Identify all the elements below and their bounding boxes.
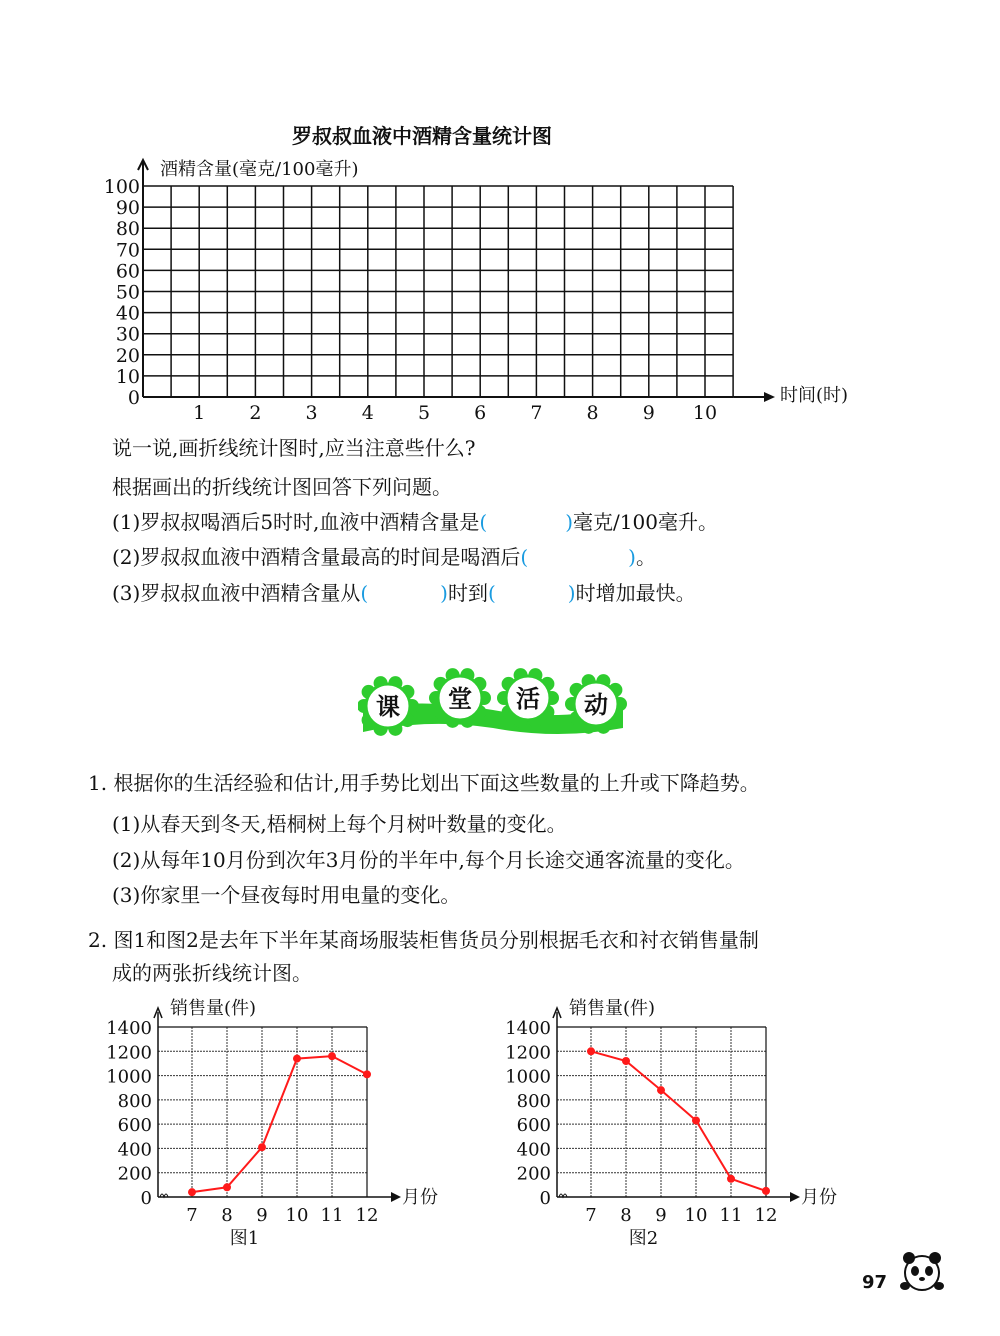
- panda-icon: [897, 1246, 947, 1296]
- y-tick-label: 800: [516, 1090, 551, 1112]
- y-tick-label: 0: [127, 387, 140, 409]
- activity-2-cont: 成的两张折线统计图。: [112, 961, 312, 985]
- q3-blank1-open: (: [360, 581, 369, 605]
- x-tick-label: 3: [305, 402, 318, 424]
- data-line: [591, 1051, 766, 1191]
- banner-char: 堂: [448, 684, 472, 713]
- data-point: [188, 1188, 196, 1196]
- y-tick-label: 30: [115, 323, 140, 346]
- main-chart-title: 罗叔叔血液中酒精含量统计图: [292, 124, 552, 148]
- y-tick-label: 1200: [505, 1042, 551, 1064]
- activity-2: 2. 图1和图2是去年下半年某商场服装柜售货员分别根据毛衣和衬衣销售量制: [88, 928, 759, 952]
- y-tick-label: 200: [117, 1163, 152, 1185]
- x-tick-label: 10: [684, 1205, 708, 1226]
- y-tick-label: 60: [115, 260, 140, 283]
- activity-1: 1. 根据你的生活经验和估计,用手势比划出下面这些数量的上升或下降趋势。: [88, 771, 760, 795]
- y-tick-label: 800: [117, 1090, 152, 1112]
- y-tick-label: 200: [516, 1163, 551, 1185]
- data-point: [223, 1183, 231, 1191]
- data-point: [622, 1057, 630, 1065]
- q2-blank-open: (: [520, 545, 529, 569]
- data-point: [328, 1052, 336, 1060]
- y-tick-label: 1400: [505, 1018, 551, 1039]
- y-tick-label: 1200: [106, 1042, 152, 1064]
- y-tick-label: 600: [516, 1115, 551, 1137]
- page-number: 97: [862, 1272, 888, 1293]
- x-tick-label: 8: [221, 1205, 233, 1226]
- q1-blank-close: ): [565, 510, 574, 534]
- x-tick-label: 11: [719, 1205, 743, 1226]
- data-point: [258, 1143, 266, 1151]
- y-tick-label: 80: [115, 218, 140, 241]
- y-tick-label: 50: [115, 281, 140, 304]
- x-tick-label: 9: [256, 1205, 268, 1226]
- y-tick-label: 0: [539, 1188, 551, 1209]
- banner-char: 活: [516, 684, 540, 713]
- y-tick-label: 10: [115, 365, 140, 388]
- data-point: [587, 1047, 595, 1055]
- x-tick-label: 10: [692, 402, 718, 424]
- y-tick-label: 600: [117, 1115, 152, 1137]
- q2-text: (2)罗叔叔血液中酒精含量最高的时间是喝酒后: [112, 545, 521, 569]
- x-tick-label: 7: [186, 1205, 198, 1226]
- banner-char: 动: [584, 690, 608, 719]
- x-tick-label: 8: [620, 1205, 632, 1226]
- banner-char: 课: [376, 692, 400, 721]
- q2-end: 。: [635, 545, 656, 569]
- discuss-prompt: 说一说,画折线统计图时,应当注意些什么?: [112, 436, 476, 460]
- q1-text: (1)罗叔叔喝酒后5时时,血液中酒精含量是: [112, 510, 480, 534]
- y-tick-label: 400: [117, 1139, 152, 1161]
- x-axis-label: 月份: [402, 1187, 438, 1208]
- data-point: [293, 1055, 301, 1063]
- questions-intro: 根据画出的折线统计图回答下列问题。: [112, 475, 452, 499]
- data-point: [692, 1117, 700, 1125]
- y-tick-label: 400: [516, 1139, 551, 1161]
- data-point: [762, 1187, 770, 1195]
- q3-end: 时增加最快。: [575, 581, 696, 605]
- x-tick-label: 10: [285, 1205, 309, 1226]
- q2-blank-close: ): [628, 545, 636, 569]
- y-tick-label: 1000: [106, 1066, 152, 1088]
- y-tick-label: 1000: [505, 1066, 551, 1088]
- chart-caption: 图2: [628, 1228, 659, 1249]
- x-tick-label: 11: [320, 1205, 344, 1226]
- data-point: [363, 1070, 371, 1078]
- x-tick-label: 1: [193, 402, 206, 424]
- question-1: [112, 506, 718, 535]
- x-tick-label: 2: [249, 402, 262, 424]
- x-arrowhead-icon: [764, 392, 775, 402]
- y-tick-label: 90: [115, 197, 140, 220]
- y-axis-label: 销售量(件): [170, 998, 257, 1019]
- question-2: [112, 541, 656, 570]
- data-point: [657, 1086, 665, 1094]
- x-tick-label: 5: [417, 402, 431, 424]
- activity-1-3: (3)你家里一个昼夜每时用电量的变化。: [112, 883, 461, 907]
- y-tick-label: 100: [103, 176, 140, 198]
- y-tick-label: 1400: [106, 1018, 152, 1039]
- shirt-sales-chart: [494, 990, 854, 1250]
- x-tick-label: 9: [655, 1205, 667, 1226]
- x-tick-label: 7: [530, 402, 543, 424]
- x-arrowhead-icon: [391, 1192, 401, 1202]
- y-tick-label: 70: [115, 239, 140, 262]
- q3-blank1-close: ): [440, 581, 448, 605]
- x-tick-label: 6: [474, 402, 487, 424]
- x-tick-label: 7: [585, 1205, 597, 1226]
- classroom-activity-banner: [358, 668, 628, 736]
- y-axis-label: 销售量(件): [569, 998, 656, 1019]
- chart-caption: 图1: [229, 1228, 260, 1249]
- question-3: [112, 577, 696, 606]
- q1-unit: 毫克/100毫升。: [573, 510, 718, 534]
- x-tick-label: 8: [586, 402, 599, 424]
- x-tick-label: 12: [355, 1205, 379, 1226]
- x-tick-label: 12: [754, 1205, 778, 1226]
- x-arrowhead-icon: [790, 1192, 800, 1202]
- y-tick-label: 20: [115, 344, 140, 367]
- alcohol-line-chart-grid: [0, 0, 1000, 430]
- q3-blank2-close: ): [567, 581, 576, 605]
- q3-blank2-open: (: [487, 581, 496, 605]
- x-axis-label: 时间(时): [780, 385, 849, 406]
- sweater-sales-chart: [95, 990, 455, 1250]
- q1-blank-open: (: [479, 510, 488, 534]
- x-tick-label: 4: [361, 402, 374, 424]
- activity-1-1: (1)从春天到冬天,梧桐树上每个月树叶数量的变化。: [112, 812, 567, 836]
- x-tick-label: 9: [642, 402, 655, 424]
- y-tick-label: 40: [115, 302, 140, 325]
- activity-1-2: (2)从每年10月份到次年3月份的半年中,每个月长途交通客流量的变化。: [112, 848, 745, 872]
- y-tick-label: 0: [140, 1188, 152, 1209]
- data-point: [727, 1175, 735, 1183]
- x-axis-label: 月份: [801, 1187, 837, 1208]
- q3-mid: 时到: [447, 581, 488, 605]
- y-axis-label: 酒精含量(毫克/100毫升): [160, 159, 359, 180]
- q3-text: (3)罗叔叔血液中酒精含量从: [112, 581, 361, 605]
